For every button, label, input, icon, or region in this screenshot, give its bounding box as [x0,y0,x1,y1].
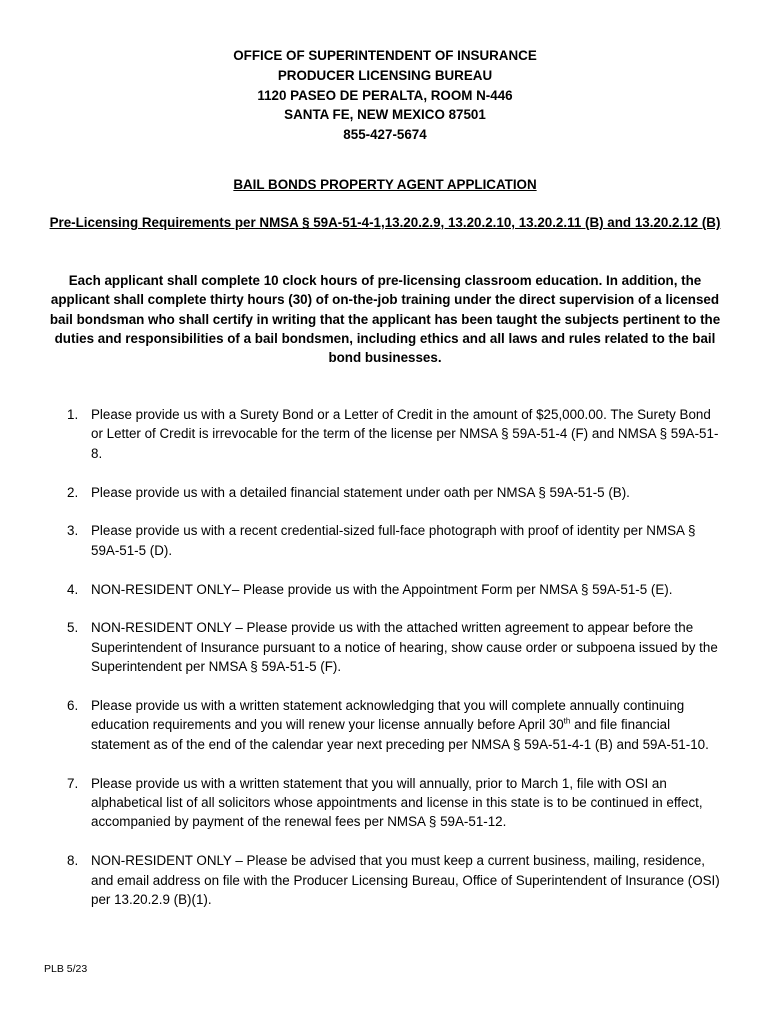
list-item-text-end: and file financial statement as of the end of the calendar year next preceding per NMSA § 59A-51-4-1 (B) and 59A-51-10. [91,717,709,752]
header-phone: 855-427-5674 [343,127,427,143]
list-item-text [91,698,709,752]
ordinal-suffix: th [563,716,571,726]
header-city-state: SANTA FE, NEW MEXICO 87501 [284,107,486,123]
header-street-address: 1120 PASEO DE PERALTA, ROOM N-446 [257,87,513,103]
list-item-text: NON-RESIDENT ONLY – Please be advised that you must keep a current business, mailing, residence, and email address on file with the Producer Licensing Bureau, Office of Superintendent of Insurance (OSI) per 13.20.2.9 (B)(1). [91,853,720,908]
list-item-text: Please provide us with a written statement that you will annually, prior to March 1, file with OSI an alphabetical list of all solicitors whose appointments and license in this state is to be continued in effect, accompanied by payment of the renewal fees per NMSA § 59A-51-12. [91,775,703,830]
list-item [0,696,770,754]
agency-header [0,46,770,145]
list-item-number: 4. [67,581,79,597]
list-item [0,618,770,676]
list-item-text: Please provide us with a detailed financial statement under oath per NMSA § 59A-51-5 (B). [91,484,630,500]
page-title: BAIL BONDS PROPERTY AGENT APPLICATION [233,177,537,192]
list-item-text: Please provide us with a Surety Bond or a Letter of Credit in the amount of $25,000.00. The Surety Bond or Letter of Credit is irrevocable for the term of the license per NMSA § 59A-51-4 (F) and NMSA § 59A-51-8. [91,407,719,461]
requirements-list [0,405,770,929]
header-bureau: PRODUCER LICENSING BUREAU [277,67,493,83]
list-item-text: NON-RESIDENT ONLY – Please provide us with the attached written agreement to appear before the Superintendent of Insurance pursuant to a notice of hearing, show cause order or subpoena issued by the Superintendent per NMSA § 59A-51-5 (F). [91,620,718,675]
list-item [0,405,770,463]
list-item-number: 1. [67,407,79,422]
list-item-text-start: Please provide us with a written statement acknowledging that you will complete annually continuing education requirements and you will renew your license annually before April 30 [91,698,685,733]
header-office: OFFICE OF SUPERINTENDENT OF INSURANCE [233,48,537,63]
list-item-number: 8. [67,853,79,869]
list-item [0,580,770,599]
list-item-text: NON-RESIDENT ONLY– Please provide us with the Appointment Form per NMSA § 59A-51-5 (E). [91,581,673,597]
list-item [0,851,770,909]
list-item-number: 7. [67,775,79,791]
form-code-footer: PLB 5/23 [44,963,88,975]
list-item-number: 3. [67,523,79,539]
list-item-text: Please provide us with a recent credential-sized full-face photograph with proof of identity per NMSA § 59A-51-5 (D). [91,523,696,558]
prelicensing-requirements-heading: Pre-Licensing Requirements per NMSA § 59A-51-4-1,13.20.2.9, 13.20.2.10, 13.20.2.11 (B) and 13.20.2.12 (B) [49,215,721,230]
intro-paragraph: Each applicant shall complete 10 clock hours of pre-licensing classroom education. In addition, the applicant shall complete thirty hours (30) of on-the-job training under the direct supervision of a licensed bail bondsman who shall certify in writing that the applicant has been taught the subjects pertinent to the duties and responsibilities of a bail bondsmen, including ethics and all laws and rules related to the bail bond businesses. [49,273,721,366]
list-item-number: 6. [67,698,79,714]
list-item [0,483,770,502]
list-item [0,774,770,832]
list-item-number: 5. [67,620,79,636]
list-item [0,521,770,560]
list-item-number: 2. [67,484,79,500]
